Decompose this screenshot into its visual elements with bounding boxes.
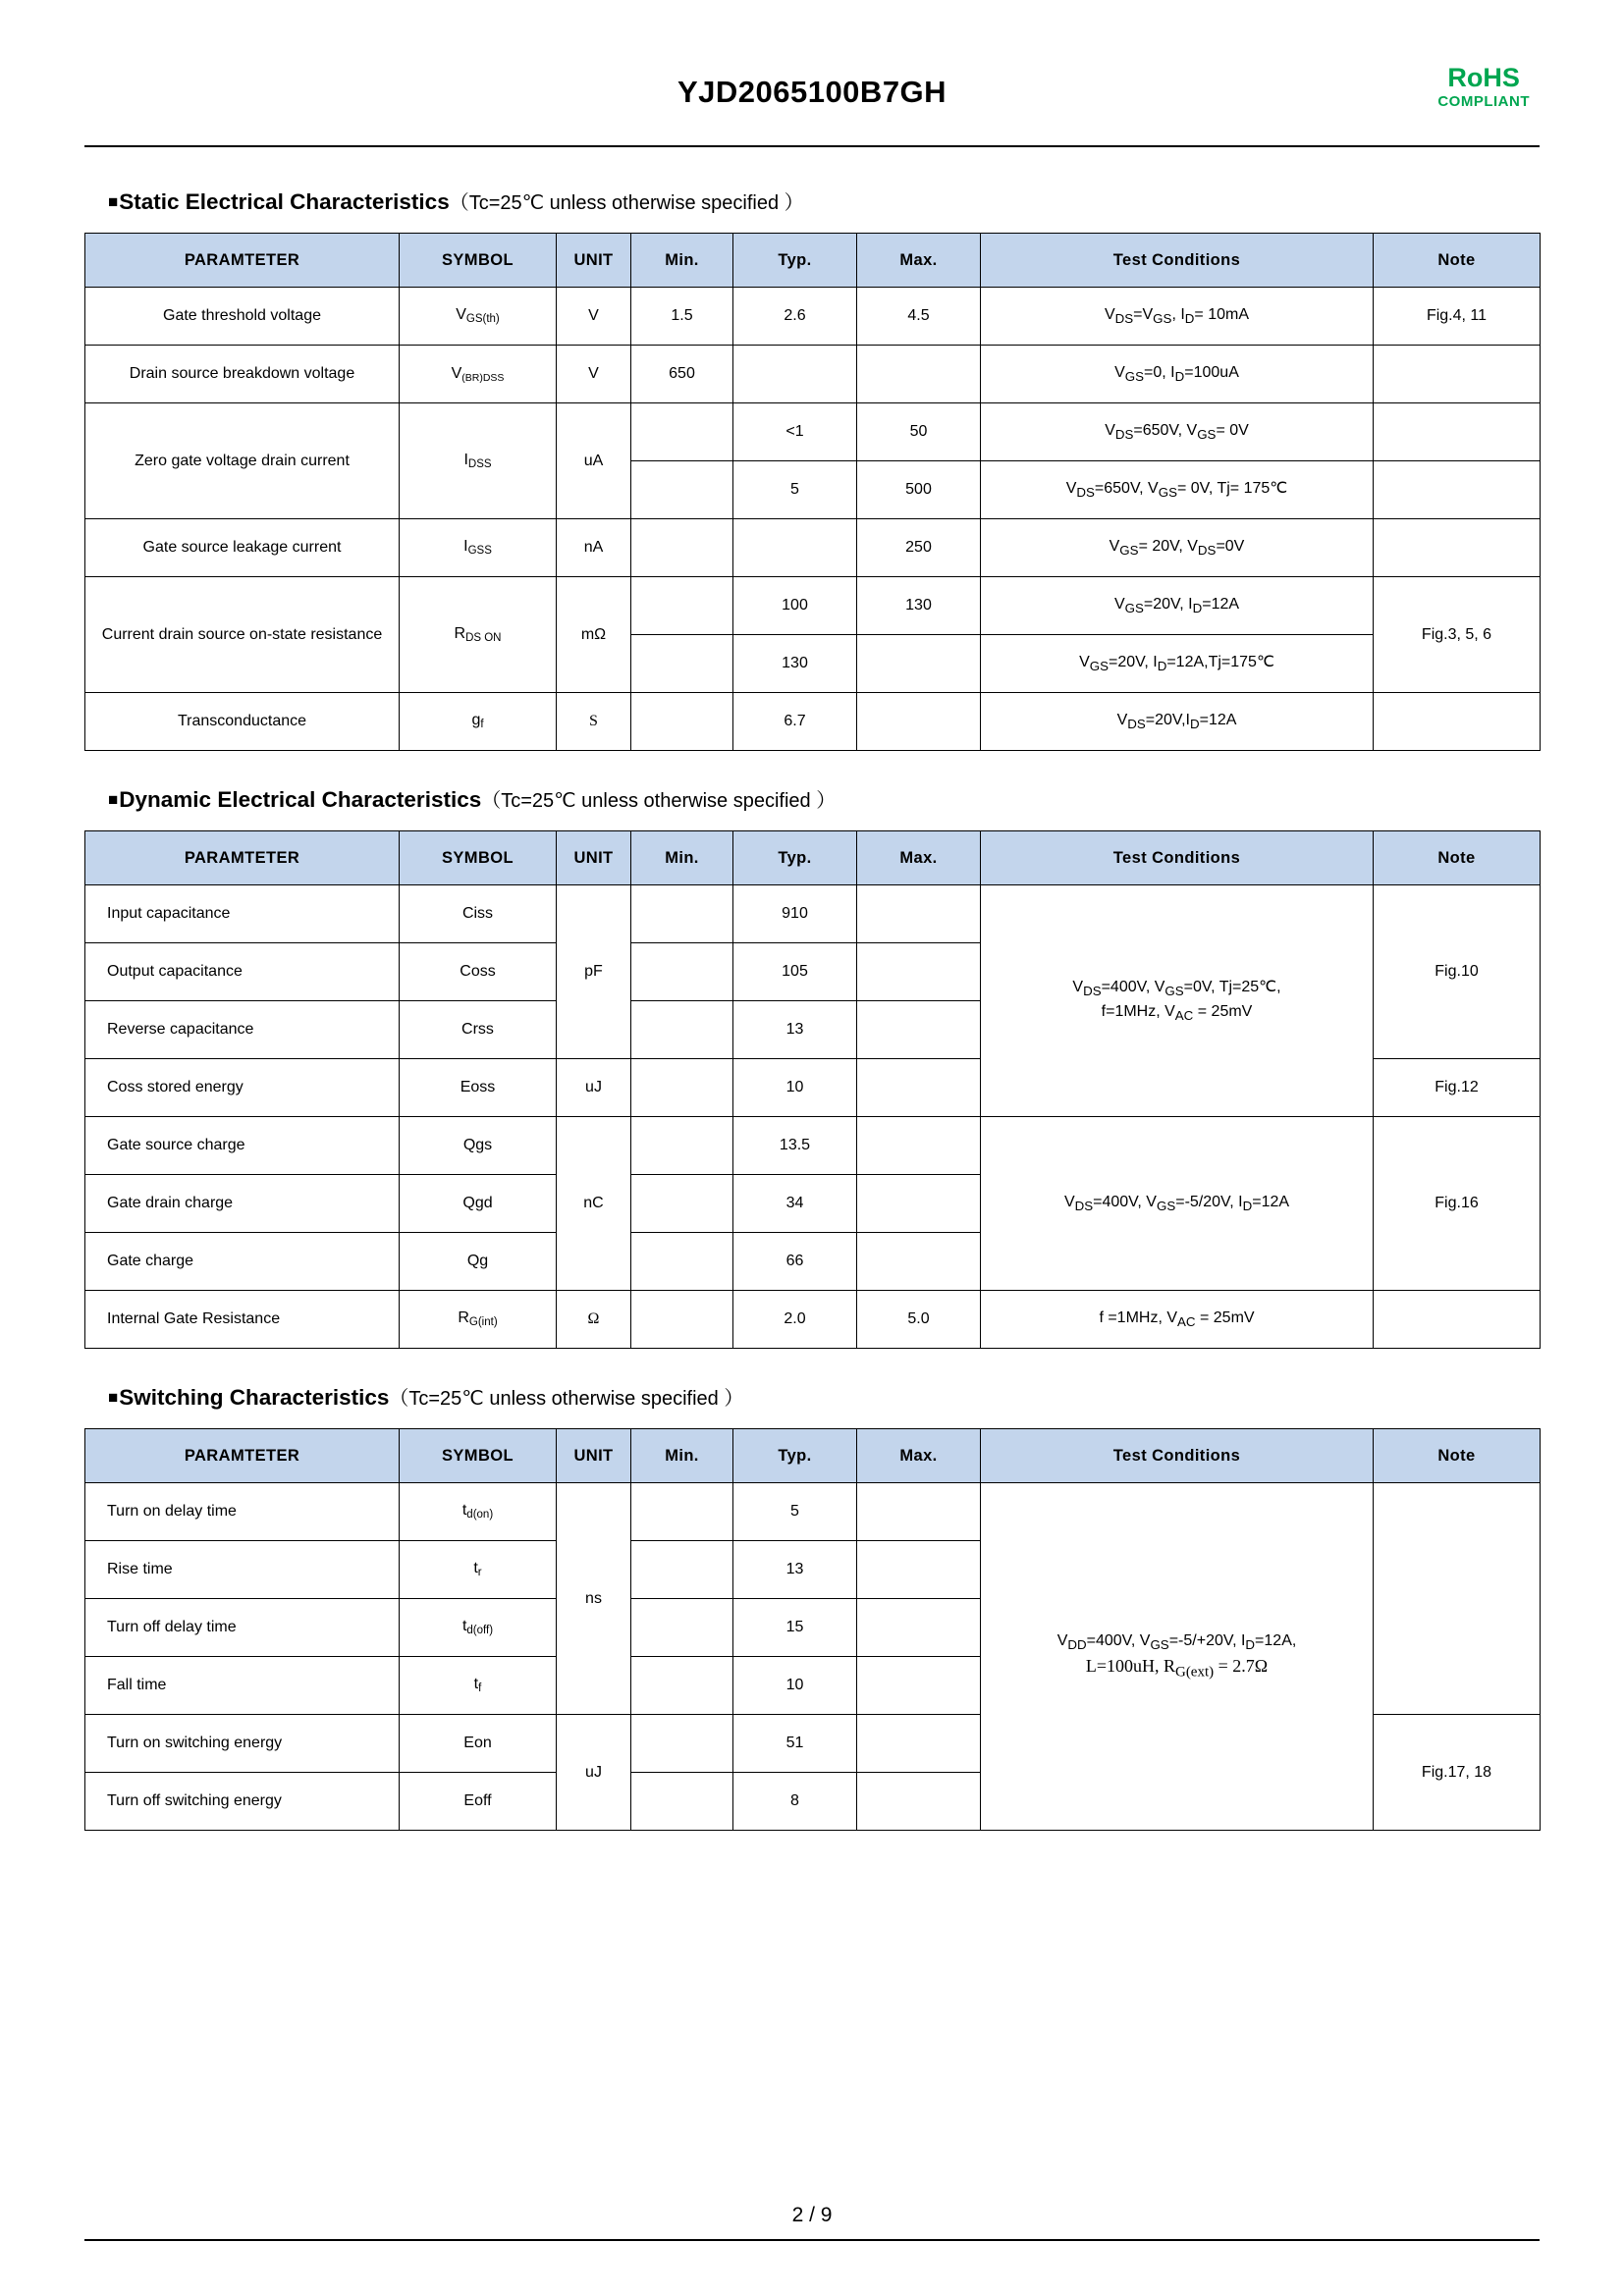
cell-typ: 5: [733, 1483, 857, 1541]
cell-unit: uJ: [557, 1715, 631, 1831]
col-header-parameter: PARAMTETER: [85, 234, 400, 288]
cell-min: [631, 1715, 733, 1773]
symbol-main: g: [471, 712, 481, 729]
cell-test-conditions: $V_{DS}=650V$, $V_{GS}= 0V$, Tj= 175℃: [981, 461, 1374, 519]
cell-note: Fig.10: [1374, 885, 1541, 1059]
cell-typ: 910: [733, 885, 857, 943]
cell-symbol: [400, 1291, 557, 1349]
switching-characteristics-table: [84, 1428, 1541, 1831]
col-header-min: Min.: [631, 234, 733, 288]
cell-typ: 13.5: [733, 1117, 857, 1175]
cell-parameter: Current drain source on-state resistance: [85, 577, 400, 693]
cell-max: 50: [857, 403, 981, 461]
cell-max: 130: [857, 577, 981, 635]
cell-unit: nC: [557, 1117, 631, 1291]
cell-parameter: Input capacitance: [85, 885, 400, 943]
section-title-switching: [108, 1382, 1540, 1411]
cell-note: Fig.3, 5, 6: [1374, 577, 1541, 693]
col-header-parameter: PARAMTETER: [85, 831, 400, 885]
cell-typ: 34: [733, 1175, 857, 1233]
symbol-sub: GS(th): [465, 313, 500, 326]
cell-test-conditions: $V_{DD}=400V$, $V_{GS}=-5/+20V$, $I_D=12A$, L=100uH, $R_{G(ext)} = 2.7\Omega$: [981, 1483, 1374, 1831]
section-condition-text: （Tc=25℃ unless otherwise specified ）: [389, 1388, 744, 1410]
cell-typ: 5: [733, 461, 857, 519]
header-divider: [84, 145, 1540, 147]
table-row: [85, 577, 1541, 635]
cell-min: [631, 1541, 733, 1599]
bullet-square-icon: ■: [108, 192, 119, 211]
table-header-row: [85, 831, 1541, 885]
cell-unit: Ω: [557, 1291, 631, 1349]
cell-note: [1374, 403, 1541, 461]
section-title-text: Static Electrical Characteristics: [119, 189, 450, 214]
table-row: [85, 1117, 1541, 1175]
page-header: [84, 59, 1540, 153]
cell-max: [857, 1117, 981, 1175]
col-header-note: Note: [1374, 831, 1541, 885]
cell-unit: uA: [557, 403, 631, 519]
cell-max: [857, 1233, 981, 1291]
col-header-typ: Typ.: [733, 831, 857, 885]
table-row: [85, 288, 1541, 346]
col-header-min: Min.: [631, 831, 733, 885]
cell-min: 1.5: [631, 288, 733, 346]
cell-symbol: [400, 1599, 557, 1657]
table-row: [85, 346, 1541, 403]
cell-test-conditions: $V_{DS}=V_{GS}$, $I_D= 10mA$: [981, 288, 1374, 346]
symbol-sub: f: [480, 719, 484, 731]
cell-parameter: Gate source leakage current: [85, 519, 400, 577]
cell-unit: V: [557, 288, 631, 346]
cell-symbol: Qgd: [400, 1175, 557, 1233]
cell-parameter: Zero gate voltage drain current: [85, 403, 400, 519]
cell-typ: <1: [733, 403, 857, 461]
cell-unit: uJ: [557, 1059, 631, 1117]
symbol-sub: f: [478, 1682, 482, 1695]
symbol-main: I: [463, 451, 468, 468]
page-footer: [84, 2204, 1540, 2241]
cell-max: [857, 943, 981, 1001]
table-row: [85, 693, 1541, 751]
symbol-main: V: [451, 364, 462, 382]
cell-min: [631, 403, 733, 461]
section-title-text: Dynamic Electrical Characteristics: [119, 787, 482, 812]
col-header-note: Note: [1374, 1429, 1541, 1483]
cell-max: [857, 1175, 981, 1233]
cell-parameter: Gate source charge: [85, 1117, 400, 1175]
cell-symbol: Crss: [400, 1001, 557, 1059]
cell-min: [631, 1291, 733, 1349]
col-header-symbol: SYMBOL: [400, 1429, 557, 1483]
cell-test-conditions: $V_{DS}=400V$, $V_{GS}=0V$, Tj=25℃, f=1MHz, $V_{AC} = 25mV$: [981, 885, 1374, 1117]
cell-test-conditions: f =1MHz, $V_{AC} = 25mV$: [981, 1291, 1374, 1349]
cell-test-conditions: $V_{DS}=400V$, $V_{GS}=-5/20V$, $I_D=12A$: [981, 1117, 1374, 1291]
col-header-unit: UNIT: [557, 831, 631, 885]
cell-symbol: [400, 577, 557, 693]
cell-symbol: [400, 519, 557, 577]
cell-max: [857, 1483, 981, 1541]
section-title-text: Switching Characteristics: [119, 1385, 390, 1410]
cell-max: [857, 1059, 981, 1117]
cell-max: [857, 885, 981, 943]
cell-max: [857, 635, 981, 693]
cell-unit: pF: [557, 885, 631, 1059]
cell-parameter: Turn on delay time: [85, 1483, 400, 1541]
cell-note: Fig.17, 18: [1374, 1715, 1541, 1831]
cell-max: [857, 1541, 981, 1599]
cell-min: [631, 635, 733, 693]
footer-divider: [84, 2239, 1540, 2241]
section-title-static: [108, 187, 1540, 215]
cell-parameter: Transconductance: [85, 693, 400, 751]
rohs-label: RoHS: [1447, 63, 1520, 92]
cell-min: [631, 1117, 733, 1175]
cell-symbol: [400, 288, 557, 346]
cell-parameter: Gate charge: [85, 1233, 400, 1291]
cell-max: [857, 1773, 981, 1831]
cell-symbol: [400, 346, 557, 403]
cell-parameter: Turn off delay time: [85, 1599, 400, 1657]
symbol-main: I: [463, 538, 468, 556]
col-header-unit: UNIT: [557, 1429, 631, 1483]
page-number: 2 / 9: [791, 2204, 833, 2226]
cell-symbol: Qgs: [400, 1117, 557, 1175]
cell-test-conditions: $V_{GS}=20V$, $I_D=12A$: [981, 577, 1374, 635]
cell-symbol: Qg: [400, 1233, 557, 1291]
cell-parameter: Output capacitance: [85, 943, 400, 1001]
col-header-test-conditions: Test Conditions: [981, 831, 1374, 885]
cell-symbol: Eoss: [400, 1059, 557, 1117]
symbol-sub: DS ON: [465, 631, 502, 644]
cell-note: [1374, 519, 1541, 577]
table-row: [85, 885, 1541, 943]
cell-max: [857, 346, 981, 403]
bullet-square-icon: ■: [108, 790, 119, 809]
cell-parameter: Turn off switching energy: [85, 1773, 400, 1831]
cell-note: Fig.4, 11: [1374, 288, 1541, 346]
table-row: [85, 403, 1541, 461]
col-header-note: Note: [1374, 234, 1541, 288]
table-header-row: [85, 234, 1541, 288]
cell-min: [631, 693, 733, 751]
col-header-typ: Typ.: [733, 234, 857, 288]
cell-min: [631, 1483, 733, 1541]
cell-symbol: [400, 1657, 557, 1715]
col-header-symbol: SYMBOL: [400, 234, 557, 288]
symbol-sub: d(off): [466, 1625, 494, 1637]
symbol-sub: r: [477, 1567, 482, 1579]
cell-typ: 66: [733, 1233, 857, 1291]
col-header-typ: Typ.: [733, 1429, 857, 1483]
cell-test-conditions: $V_{GS}=0$, $I_D=100uA$: [981, 346, 1374, 403]
cell-typ: 13: [733, 1541, 857, 1599]
col-header-test-conditions: Test Conditions: [981, 234, 1374, 288]
symbol-main: R: [458, 1309, 469, 1327]
symbol-main: t: [473, 1560, 478, 1577]
symbol-sub: (BR)DSS: [461, 371, 505, 384]
cell-parameter: Rise time: [85, 1541, 400, 1599]
cell-symbol: [400, 1541, 557, 1599]
cell-typ: 6.7: [733, 693, 857, 751]
cell-min: [631, 1001, 733, 1059]
symbol-sub: G(int): [468, 1316, 498, 1329]
cell-max: 250: [857, 519, 981, 577]
table-header-row: [85, 1429, 1541, 1483]
cell-note: [1374, 693, 1541, 751]
cell-symbol: Eoff: [400, 1773, 557, 1831]
page-title: YJD2065100B7GH: [677, 75, 947, 109]
cell-note: Fig.16: [1374, 1117, 1541, 1291]
cell-min: [631, 943, 733, 1001]
rohs-compliant-label: COMPLIANT: [1437, 93, 1530, 111]
cell-symbol: Coss: [400, 943, 557, 1001]
col-header-parameter: PARAMTETER: [85, 1429, 400, 1483]
symbol-sub: GSS: [467, 545, 492, 558]
cell-max: 4.5: [857, 288, 981, 346]
cell-min: 650: [631, 346, 733, 403]
cell-symbol: [400, 403, 557, 519]
cell-note: Fig.12: [1374, 1059, 1541, 1117]
cell-max: [857, 1599, 981, 1657]
cell-min: [631, 1175, 733, 1233]
col-header-test-conditions: Test Conditions: [981, 1429, 1374, 1483]
table-row: [85, 519, 1541, 577]
cell-max: [857, 1001, 981, 1059]
col-header-max: Max.: [857, 234, 981, 288]
cell-min: [631, 1059, 733, 1117]
cell-min: [631, 1233, 733, 1291]
col-header-min: Min.: [631, 1429, 733, 1483]
symbol-sub: d(on): [466, 1509, 494, 1522]
table-row: [85, 1291, 1541, 1349]
cell-min: [631, 519, 733, 577]
section-condition-text: （Tc=25℃ unless otherwise specified ）: [481, 790, 837, 812]
rohs-badge: [1437, 63, 1530, 110]
cell-test-conditions: $V_{GS}= 20V$, $V_{DS}=0V$: [981, 519, 1374, 577]
cell-unit: mΩ: [557, 577, 631, 693]
cell-min: [631, 1657, 733, 1715]
cell-typ: 51: [733, 1715, 857, 1773]
cell-symbol: Eon: [400, 1715, 557, 1773]
section-title-dynamic: [108, 784, 1540, 813]
cell-typ: 10: [733, 1059, 857, 1117]
cell-typ: 15: [733, 1599, 857, 1657]
section-condition-text: （Tc=25℃ unless otherwise specified ）: [449, 192, 804, 214]
cell-unit: ns: [557, 1483, 631, 1715]
cell-typ: 10: [733, 1657, 857, 1715]
bullet-square-icon: ■: [108, 1388, 119, 1407]
cell-symbol: [400, 693, 557, 751]
cell-parameter: Internal Gate Resistance: [85, 1291, 400, 1349]
symbol-main: V: [456, 306, 466, 324]
cell-typ: 8: [733, 1773, 857, 1831]
dynamic-characteristics-table: [84, 830, 1541, 1349]
cell-typ: 130: [733, 635, 857, 693]
cell-test-conditions: $V_{DS}=650V$, $V_{GS}= 0V$: [981, 403, 1374, 461]
cell-typ: 13: [733, 1001, 857, 1059]
cell-parameter: Gate drain charge: [85, 1175, 400, 1233]
col-header-max: Max.: [857, 831, 981, 885]
cell-max: [857, 693, 981, 751]
cell-typ: 100: [733, 577, 857, 635]
cell-note: [1374, 1291, 1541, 1349]
symbol-sub: DSS: [467, 457, 492, 470]
symbol-main: t: [461, 1618, 467, 1635]
cell-unit: nA: [557, 519, 631, 577]
cell-unit: S: [557, 693, 631, 751]
cell-note: [1374, 461, 1541, 519]
cell-min: [631, 577, 733, 635]
cell-parameter: Gate threshold voltage: [85, 288, 400, 346]
cell-typ: [733, 346, 857, 403]
cell-min: [631, 885, 733, 943]
cell-symbol: [400, 1483, 557, 1541]
symbol-main: t: [461, 1502, 467, 1520]
cell-unit: V: [557, 346, 631, 403]
cell-max: [857, 1657, 981, 1715]
cell-max: [857, 1715, 981, 1773]
cell-note: [1374, 1483, 1541, 1715]
cell-parameter: Turn on switching energy: [85, 1715, 400, 1773]
col-header-unit: UNIT: [557, 234, 631, 288]
cell-min: [631, 1599, 733, 1657]
cell-typ: 2.6: [733, 288, 857, 346]
cell-test-conditions: $V_{GS}=20V$, $I_D=12A,Tj=175℃$: [981, 635, 1374, 693]
table-row: [85, 1483, 1541, 1541]
cell-note: [1374, 346, 1541, 403]
cell-parameter: Coss stored energy: [85, 1059, 400, 1117]
static-characteristics-table: [84, 233, 1541, 751]
cell-parameter: Drain source breakdown voltage: [85, 346, 400, 403]
symbol-main: R: [454, 624, 466, 642]
cell-max: 5.0: [857, 1291, 981, 1349]
cell-typ: [733, 519, 857, 577]
cell-min: [631, 461, 733, 519]
symbol-main: t: [473, 1676, 479, 1693]
cell-typ: 2.0: [733, 1291, 857, 1349]
cell-max: 500: [857, 461, 981, 519]
cell-parameter: Fall time: [85, 1657, 400, 1715]
cell-min: [631, 1773, 733, 1831]
cell-test-conditions: $V_{DS}=20V,I_D=12A$: [981, 693, 1374, 751]
cell-symbol: Ciss: [400, 885, 557, 943]
cell-parameter: Reverse capacitance: [85, 1001, 400, 1059]
cell-typ: 105: [733, 943, 857, 1001]
col-header-symbol: SYMBOL: [400, 831, 557, 885]
col-header-max: Max.: [857, 1429, 981, 1483]
